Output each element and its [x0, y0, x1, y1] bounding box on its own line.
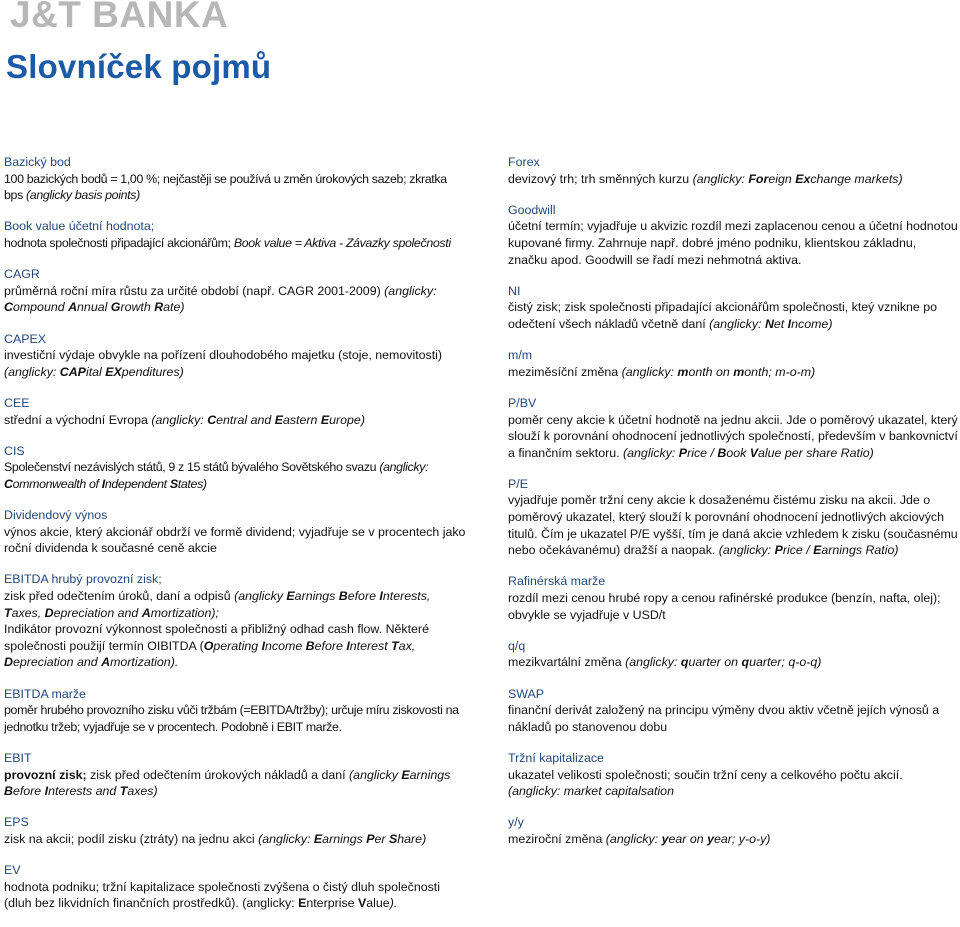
glossary-term: CEE: [4, 395, 30, 410]
glossary-term: Goodwill: [508, 202, 556, 217]
glossary-entry: [4, 154, 466, 204]
glossary-term: EPS: [4, 815, 29, 830]
glossary-definition: mezikvartální změna (anglicky: quarter on quarter; q-o-q): [508, 655, 822, 670]
glossary-entry: [508, 283, 958, 333]
glossary-term: CAGR: [4, 267, 40, 282]
glossary-term: Tržní kapitalizace: [508, 750, 604, 765]
glossary-definition: účetní termín; vyjadřuje u akvizic rozdíl mezi zaplacenou cenou a účetní hodnotou kupované firmy. Zahrnuje např. dobré jméno podniku, klientskou základnu, značku apod. Goodwill se řadí mezi nehmotná aktiva.: [508, 219, 958, 267]
glossary-entry: [508, 750, 958, 800]
glossary-term: EV: [4, 863, 21, 878]
glossary-term: EBITDA marže: [4, 686, 86, 701]
glossary-term: P/E: [508, 476, 528, 491]
glossary-term: SWAP: [508, 686, 545, 701]
glossary-entry: [4, 686, 466, 736]
glossary-entry: [508, 814, 958, 847]
glossary-entry: [508, 476, 958, 559]
glossary-entry: [4, 395, 466, 428]
glossary-entry: [4, 571, 466, 671]
glossary-entry: [508, 347, 958, 380]
glossary-definition: 100 bazických bodů = 1,00 %; nejčastěji se používá u změn úrokových sazeb; zkratka bps (anglicky basis points): [4, 171, 447, 203]
glossary-definition: provozní zisk; zisk před odečtením úrokových nákladů a daní (anglicky Earnings Before Interests and Taxes): [4, 767, 451, 799]
glossary-entry: [508, 573, 958, 623]
glossary-definition: finanční derivát založený na principu výměny dvou aktiv včetně jejích výnosů a nákladů po stanovenou dobu: [508, 703, 940, 734]
glossary-definition: průměrná roční míra růstu za určité období (např. CAGR 2001-2009) (anglicky: Compound Annual Growth Rate): [4, 283, 437, 315]
glossary-column-right: [508, 154, 958, 862]
glossary-term: Rafinérská marže: [508, 574, 606, 589]
glossary-term: Book value účetní hodnota;: [4, 219, 155, 234]
glossary-entry: [508, 202, 958, 268]
glossary-entry: [4, 814, 466, 847]
glossary-entry: [508, 154, 958, 187]
glossary-term: CIS: [4, 443, 25, 458]
glossary-entry: [508, 686, 958, 736]
glossary-entry: [508, 395, 958, 461]
glossary-term: Forex: [508, 155, 540, 169]
glossary-entry: [4, 218, 466, 251]
glossary-entry: [508, 638, 958, 671]
glossary-term: Bazický bod: [4, 155, 71, 169]
glossary-definition: meziroční změna (anglicky: year on year; y-o-y): [508, 831, 771, 846]
glossary-term: CAPEX: [4, 331, 47, 346]
glossary-definition: ukazatel velikosti společnosti; součin tržní ceny a celkového počtu akcií. (anglicky: market capitalsation: [508, 767, 903, 799]
glossary-definition: hodnota podniku; tržní kapitalizace společnosti zvýšena o čistý dluh společnosti (dluh bez likvidních finančních prostředků). (anglicky: Enterprise Value).: [4, 879, 440, 911]
glossary-definition: meziměsíční změna (anglicky: month on month; m-o-m): [508, 364, 816, 379]
glossary-definition: poměr hrubého provozního zisku vůči tržbám (=EBITDA/tržby); určuje míru ziskovosti na jednotku tržeb; vyjadřuje se v procentech. Podobně i EBIT marže.: [4, 703, 459, 734]
glossary-entry: [4, 862, 466, 912]
glossary-entry: [4, 266, 466, 316]
glossary-definition: investiční výdaje obvykle na pořízení dlouhodobého majetku (stoje, nemovitosti) (anglicky: CAPital EXpenditures): [4, 348, 443, 379]
glossary-definition: čistý zisk; zisk společnosti připadající akcionářům společnosti, kteý vznikne po odečtení všech nákladů včetně daní (anglicky: Net Income): [508, 300, 938, 331]
glossary-term: q/q: [508, 638, 526, 653]
glossary-term: EBITDA hrubý provozní zisk;: [4, 572, 162, 587]
glossary-definition: zisk na akcii; podíl zisku (ztráty) na jednu akci (anglicky: Earnings Per Share): [4, 831, 427, 846]
bank-logo: J&T BANKA: [10, 0, 229, 35]
glossary-definition: Společenství nezávislých států, 9 z 15 států bývalého Sovětského svazu (anglicky: Commonwealth of Independent States): [4, 460, 429, 491]
glossary-definition: střední a východní Evropa (anglicky: Central and Eastern Europe): [4, 412, 365, 427]
glossary-definition: poměr ceny akcie k účetní hodnotě na jednu akcii. Jde o poměrový ukazatel, který slouží k porovnání ohodnocení jednotlivých společností, především v bankovnictví a finančním sektoru. (anglicky: Price / Book Value per share Ratio): [508, 412, 958, 460]
glossary-definition: rozdíl mezi cenou hrubé ropy a cenou rafinérské produkce (benzín, nafta, olej); obvykle se vyjadřuje v USD/t: [508, 591, 941, 622]
glossary-definition: výnos akcie, který akcionář obdrží ve formě dividend; vyjadřuje se v procentech jako roční dividenda k současné ceně akcie: [4, 524, 466, 556]
glossary-term: EBIT: [4, 750, 32, 765]
glossary-definition: devizový trh; trh směnných kurzu (anglicky: Foreign Exchange markets): [508, 171, 903, 186]
glossary-term: NI: [508, 283, 521, 298]
glossary-term: y/y: [508, 815, 524, 830]
glossary-entry: [4, 443, 466, 493]
page-title: Slovníček pojmů: [6, 48, 272, 85]
glossary-definition: hodnota společnosti připadající akcionářům; Book value = Aktiva - Závazky společnosti: [4, 235, 451, 250]
glossary-entry: [4, 507, 466, 557]
glossary-definition: zisk před odečtením úroků, daní a odpisů (anglicky Earnings Before Interests, Taxes, Depreciation and Amortization); Indikátor provozní výkonnost společnosti a přibližný odhad cash flow. Některé společnosti použijí termín OIBITDA (Operating Income Before Interest Tax, Depreciation and Amortization).: [4, 589, 431, 670]
glossary-entry: [4, 331, 466, 381]
glossary-column-left: [4, 154, 466, 927]
glossary-definition: vyjadřuje poměr tržní ceny akcie k dosaženému čistému zisku na akcii. Jde o poměrový ukazatel, který slouží k porovnání ohodnocení jednotlivých akciových titulů. Čím je ukazatel P/E vyšší, tím je daná akcie vzhledem k zisku (současnému nebo očekávanému) dražší a naopak. (anglicky: Price / Earnings Ratio): [508, 493, 958, 558]
glossary-entry: [4, 750, 466, 800]
glossary-term: m/m: [508, 348, 533, 363]
glossary-term: P/BV: [508, 395, 537, 410]
glossary-term: Dividendový výnos: [4, 508, 108, 523]
